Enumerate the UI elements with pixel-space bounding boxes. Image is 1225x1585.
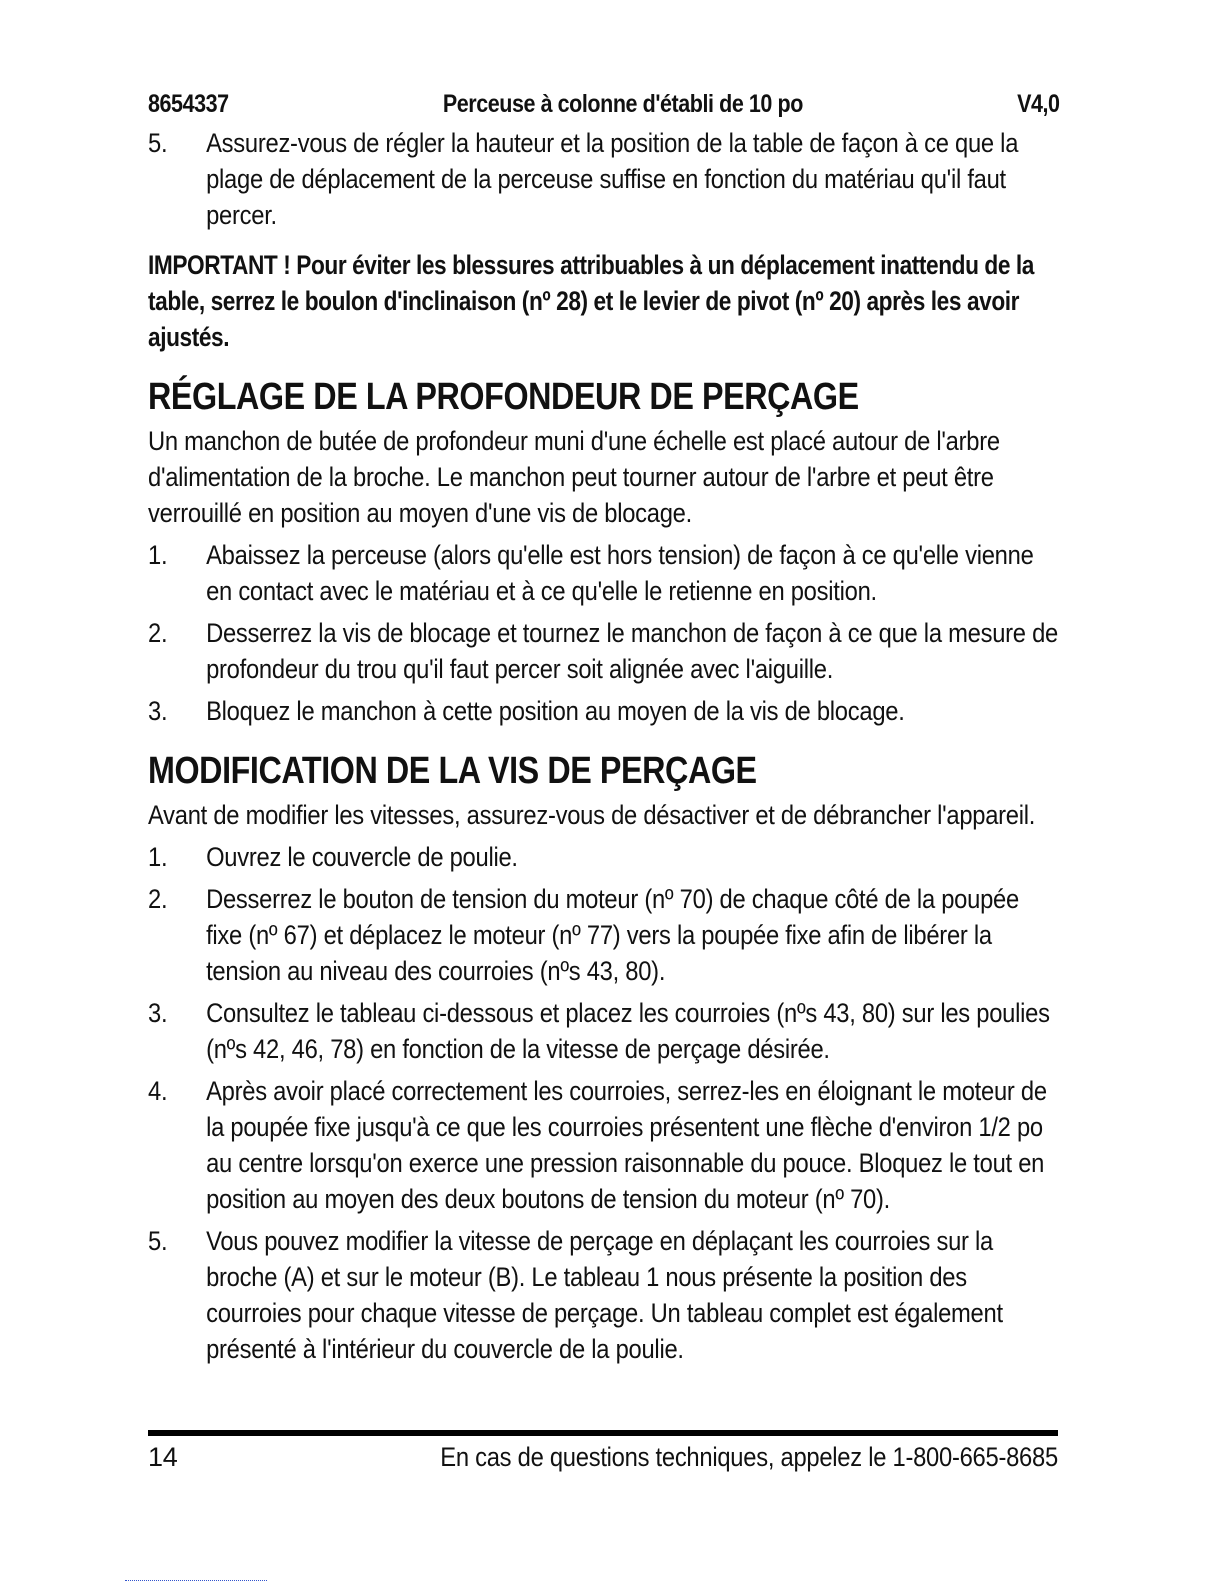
step-text: Vous pouvez modifier la vitesse de perçage en déplaçant les courroies sur la broche (A) et sur le moteur (B). Le tableau 1 nous présente la position des courroies pour chaque vitesse de perçage. Un tableau complet est également présenté à l'intérieur du couvercle de la poulie.: [206, 1226, 1003, 1364]
step-number: 3.: [148, 696, 168, 726]
list-item: [148, 125, 1060, 233]
list-item: [148, 1073, 1060, 1217]
step-text: Bloquez le manchon à cette position au moyen de la vis de blocage.: [206, 696, 905, 726]
section-depth-body: [148, 423, 1060, 729]
step-number: 1.: [148, 540, 168, 570]
scan-edge-line: [125, 1580, 267, 1581]
section-paragraph: Un manchon de butée de profondeur muni d'une échelle est placé autour de l'arbre d'alimentation de la broche. Le manchon peut tourner autour de l'arbre et peut être verrouillé en position au moyen d'une vis de blocage.: [148, 426, 1000, 528]
section-paragraph: Avant de modifier les vitesses, assurez-vous de désactiver et de débrancher l'appareil.: [148, 800, 1036, 830]
list-item: [148, 881, 1060, 989]
page-number: 14: [148, 1442, 178, 1472]
list-item: [148, 537, 1060, 609]
page-footer: [148, 1442, 1058, 1473]
support-contact: En cas de questions techniques, appelez le 1-800-665-8685: [440, 1442, 1058, 1472]
list-item: [148, 615, 1060, 687]
step-text: Ouvrez le couvercle de poulie.: [206, 842, 518, 872]
step-text: Après avoir placé correctement les courroies, serrez-les en éloignant le moteur de la poupée fixe jusqu'à ce que les courroies présentent une flèche d'environ 1/2 po au centre lorsqu'on exerce une pression raisonnable du pouce. Bloquez le tout en position au moyen des deux boutons de tension du moteur (nº 70).: [206, 1076, 1047, 1214]
list-item: [148, 839, 1060, 875]
list-item: [148, 995, 1060, 1067]
step-number: 2.: [148, 618, 168, 648]
step-number: 1.: [148, 842, 168, 872]
step-number: 4.: [148, 1076, 168, 1106]
step-text: Desserrez la vis de blocage et tournez le manchon de façon à ce que la mesure de profondeur du trou qu'il faut percer soit alignée avec l'aiguille.: [206, 618, 1059, 684]
step-text: Desserrez le bouton de tension du moteur (nº 70) de chaque côté de la poupée fixe (nº 67) et déplacez le moteur (nº 77) vers la poupée fixe afin de libérer la tension au niveau des courroies (nºs 43, 80).: [206, 884, 1019, 986]
step-text: Abaissez la perceuse (alors qu'elle est hors tension) de façon à ce qu'elle vienne en contact avec le matériau et à ce qu'elle le retienne en position.: [206, 540, 1034, 606]
page-header: [148, 90, 1060, 119]
list-item: [148, 1223, 1060, 1367]
step-number: 3.: [148, 998, 168, 1028]
step-number: 5.: [148, 128, 168, 158]
intro-list: [148, 125, 1060, 233]
footer-divider: [148, 1430, 1058, 1436]
speed-steps: [148, 839, 1060, 1367]
document-title: Perceuse à colonne d'établi de 10 po: [442, 90, 803, 118]
manual-page: [148, 90, 1060, 1367]
section-heading-depth: RÉGLAGE DE LA PROFONDEUR DE PERÇAGE: [148, 376, 859, 418]
list-item: [148, 693, 1060, 729]
depth-steps: [148, 537, 1060, 729]
version-label: V4,0: [1017, 90, 1060, 118]
section-heading-speed: MODIFICATION DE LA VIS DE PERÇAGE: [148, 750, 757, 792]
step-number: 5.: [148, 1226, 168, 1256]
model-number: 8654337: [148, 90, 229, 118]
important-notice: IMPORTANT ! Pour éviter les blessures attribuables à un déplacement inattendu de la table, serrez le boulon d'inclinaison (nº 28) et le levier de pivot (nº 20) après les avoir ajustés.: [148, 250, 1035, 352]
step-text: Consultez le tableau ci-dessous et placez les courroies (nºs 43, 80) sur les poulies (nºs 42, 46, 78) en fonction de la vitesse de perçage désirée.: [206, 998, 1050, 1064]
intro-block: [148, 125, 1060, 233]
step-text: Assurez-vous de régler la hauteur et la position de la table de façon à ce que la plage de déplacement de la perceuse suffise en fonction du matériau qu'il faut percer.: [206, 128, 1019, 230]
section-speed-body: [148, 797, 1060, 1367]
step-number: 2.: [148, 884, 168, 914]
